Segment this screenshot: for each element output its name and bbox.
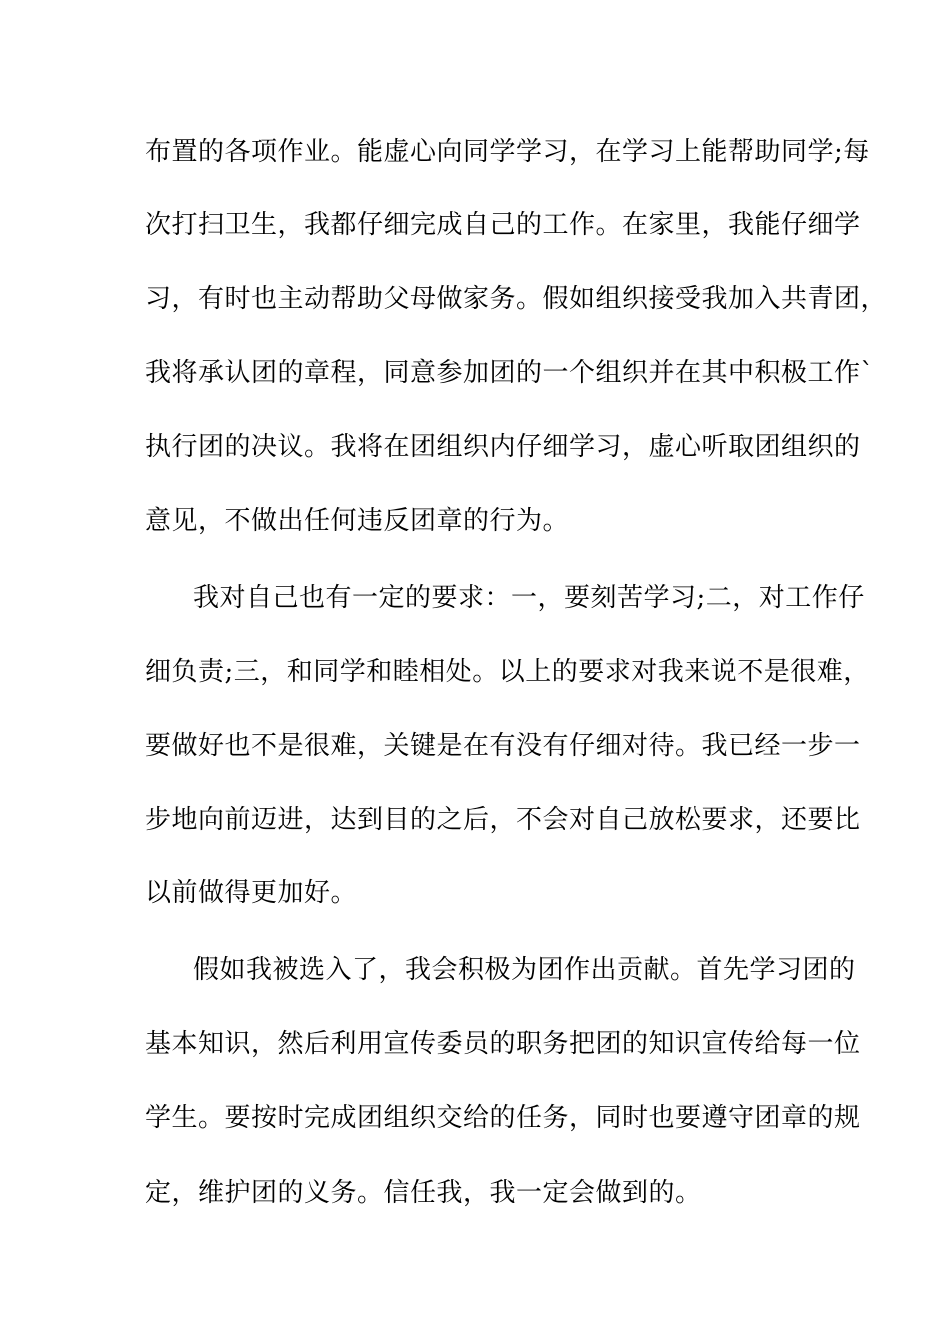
text-line: 我将承认团的章程，同意参加团的一个组织并在其中积极工作` — [145, 358, 875, 388]
text-line: 要做好也不是很难，关键是在有没有仔细对待。我已经一步一 — [145, 731, 861, 761]
text-line: 步地向前迈进，达到目的之后，不会对自己放松要求，还要比 — [145, 805, 861, 835]
text-line: 习，有时也主动帮助父母做家务。假如组织接受我加入共青团， — [145, 284, 888, 314]
paragraph-first-line: 我对自己也有一定的要求：一，要刻苦学习;二，对工作仔 — [193, 583, 865, 613]
text-line: 学生。要按时完成团组织交给的任务，同时也要遵守团章的规 — [145, 1103, 861, 1133]
text-line: 定，维护团的义务。信任我，我一定会做到的。 — [145, 1178, 702, 1208]
text-line: 基本知识，然后利用宣传委员的职务把团的知识宣传给每一位 — [145, 1029, 861, 1059]
text-line: 意见，不做出任何违反团章的行为。 — [145, 506, 570, 536]
text-line: 细负责;三，和同学和睦相处。以上的要求对我来说不是很难， — [145, 657, 870, 687]
paragraph-first-line: 假如我被选入了，我会积极为团作出贡献。首先学习团的 — [193, 955, 856, 985]
text-line: 布置的各项作业。能虚心向同学学习，在学习上能帮助同学;每 — [145, 137, 870, 167]
text-line: 以前做得更加好。 — [145, 878, 358, 908]
text-line: 执行团的决议。我将在团组织内仔细学习，虚心听取团组织的 — [145, 432, 861, 462]
text-line: 次打扫卫生，我都仔细完成自己的工作。在家里，我能仔细学 — [145, 210, 861, 240]
